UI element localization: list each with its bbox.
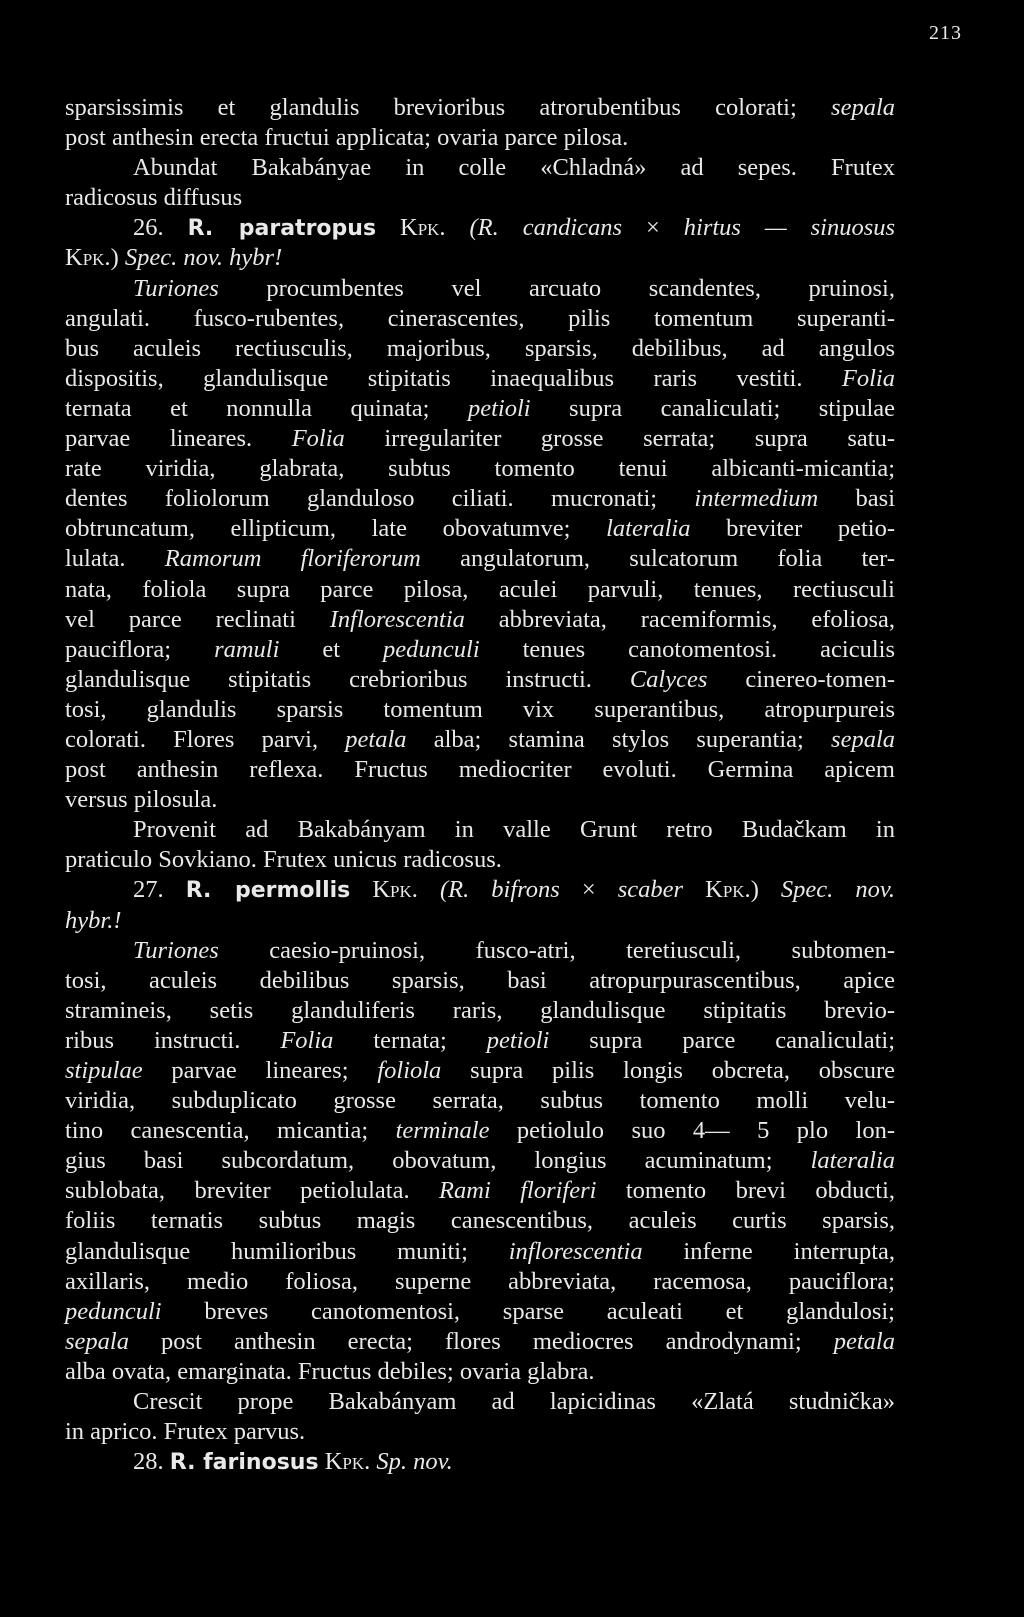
text-segment xyxy=(446,214,470,241)
italic-term: pedunculi xyxy=(65,1297,162,1325)
text-segment: abbreviata, racemiformis, efoliosa, xyxy=(464,605,895,633)
text-segment: tosi, glandulis sparsis tomentum vix superantibus, atropurpureis xyxy=(65,695,895,723)
text-segment: vel parce reclinati xyxy=(65,605,330,633)
italic-term: Ramorum floriferorum xyxy=(164,545,421,573)
text-line xyxy=(65,123,895,153)
text-segment: sublobata, breviter petiolulata. xyxy=(65,1177,440,1205)
text-segment: radicosus diffusus xyxy=(65,184,243,212)
text-line xyxy=(65,906,895,936)
italic-term: Spec. nov. hybr! xyxy=(124,244,283,272)
text-segment: petiolulo suo 4— 5 plo lon- xyxy=(489,1117,895,1145)
species-name: R. farinosus xyxy=(169,1450,319,1476)
text-segment: Crescit prope Bakabányam ad lapicidinas «Zlatá studnička» xyxy=(133,1388,895,1416)
text-segment: ternata et nonnulla quinata; xyxy=(65,394,468,422)
text-segment: inferne interrupta, xyxy=(642,1237,895,1265)
text-line xyxy=(65,1357,895,1387)
author-abbrev: Kpk. xyxy=(705,876,751,904)
italic-term: petioli xyxy=(467,394,531,422)
text-segment: 27. xyxy=(133,876,186,904)
text-segment: supra canaliculati; stipulae xyxy=(530,394,896,422)
author-abbrev: Kpk. xyxy=(372,876,418,904)
text-segment: dispositis, glandulisque stipitatis inaequalibus raris vestiti. xyxy=(65,364,842,392)
italic-term: lateralia xyxy=(810,1147,895,1175)
text-segment: ternata; xyxy=(333,1026,487,1054)
italic-term: hirtus — sinuosus xyxy=(683,214,896,242)
text-line xyxy=(65,845,895,875)
text-line xyxy=(65,153,895,183)
body-text xyxy=(65,93,895,1477)
text-segment: procumbentes vel arcuato scandentes, pruinosi, xyxy=(218,274,895,302)
text-segment: foliis ternatis subtus magis canescentibus, aculeis curtis sparsis, xyxy=(65,1207,895,1235)
text-line xyxy=(65,1206,895,1236)
text-segment: ribus instructi. xyxy=(65,1026,281,1054)
text-segment: post anthesin erecta fructui applicata; ovaria parce pilosa. xyxy=(65,124,629,152)
italic-term: pedunculi xyxy=(383,635,480,663)
italic-term: lateralia xyxy=(606,515,691,543)
italic-term: (R. candicans xyxy=(469,214,623,242)
italic-term: petala xyxy=(345,725,407,753)
text-segment: supra pilis longis obcreta, obscure xyxy=(441,1057,895,1084)
text-line xyxy=(65,213,895,243)
text-line xyxy=(65,364,895,394)
italic-term: Folia xyxy=(841,364,895,392)
text-line xyxy=(65,1086,895,1116)
italic-term: Inflorescentia xyxy=(329,605,465,633)
text-segment: lulata. xyxy=(65,545,165,573)
italic-term: ramuli xyxy=(214,635,280,663)
text-line xyxy=(65,1447,895,1477)
text-line xyxy=(65,1387,895,1417)
italic-term: Spec. nov. xyxy=(780,876,896,904)
text-line xyxy=(65,394,895,424)
page-number: 213 xyxy=(929,22,962,44)
italic-term: petala xyxy=(833,1327,895,1355)
italic-term: Turiones xyxy=(133,936,219,964)
text-line xyxy=(65,695,895,725)
text-line xyxy=(65,334,895,364)
text-segment: praticulo Sovkiano. Frutex unicus radicosus. xyxy=(65,846,502,874)
text-segment: versus pilosula. xyxy=(65,786,218,814)
text-segment: stramineis, setis glanduliferis raris, glandulisque stipitatis brevio- xyxy=(65,996,895,1024)
italic-term: Sp. nov. xyxy=(376,1448,453,1476)
italic-term: Rami floriferi xyxy=(439,1177,597,1205)
text-segment: supra parce canaliculati; xyxy=(549,1026,896,1054)
italic-term: sepala xyxy=(831,725,895,753)
text-segment xyxy=(350,876,372,903)
italic-term: inflorescentia xyxy=(508,1237,643,1265)
text-segment: tino canescentia, micantia; xyxy=(65,1117,396,1145)
text-segment xyxy=(376,214,400,241)
text-segment: colorati. Flores parvi, xyxy=(65,725,346,753)
text-line xyxy=(65,544,895,574)
italic-term: terminale xyxy=(395,1117,490,1145)
text-line xyxy=(65,424,895,454)
italic-term: hybr.! xyxy=(65,906,122,934)
text-line xyxy=(65,936,895,966)
text-segment xyxy=(683,876,705,903)
text-line xyxy=(65,1056,895,1086)
text-segment: cinereo-tomen- xyxy=(707,665,896,693)
text-line xyxy=(65,1146,895,1176)
text-segment: bus aculeis rectiusculis, majoribus, sparsis, debilibus, ad angulos xyxy=(65,334,895,362)
italic-term: stipulae xyxy=(65,1057,143,1084)
text-segment: Abundat Bakabányae in colle «Chladná» ad sepes. Frutex xyxy=(133,154,895,182)
italic-term: scaber xyxy=(617,876,684,904)
text-segment xyxy=(418,876,440,903)
text-line xyxy=(65,996,895,1026)
text-line xyxy=(65,454,895,484)
text-line xyxy=(65,575,895,605)
species-name: R. paratropus xyxy=(187,216,377,242)
text-line xyxy=(65,635,895,665)
author-abbrev: Kpk. xyxy=(324,1448,371,1476)
text-segment: viridia, subduplicato grosse serrata, subtus tomento molli velu- xyxy=(65,1087,895,1115)
text-line xyxy=(65,484,895,514)
text-segment: 26. xyxy=(133,214,188,242)
text-segment: angulatorum, sulcatorum folia ter- xyxy=(420,545,895,573)
text-segment: gius basi subcordatum, obovatum, longius acuminatum; xyxy=(65,1147,811,1175)
text-segment: et xyxy=(279,635,384,663)
italic-term: Calyces xyxy=(629,665,708,693)
text-line xyxy=(65,875,895,905)
text-line xyxy=(65,1176,895,1206)
text-segment: post anthesin reflexa. Fructus mediocriter evoluti. Germina apicem xyxy=(65,756,895,784)
text-segment: caesio-pruinosi, fusco-atri, teretiusculi, subtomen- xyxy=(218,936,895,964)
text-segment: parvae lineares; xyxy=(142,1057,378,1084)
text-line xyxy=(65,725,895,755)
text-segment: glandulisque stipitatis crebrioribus instructi. xyxy=(65,665,630,693)
text-segment: parvae lineares. xyxy=(65,425,292,453)
text-segment: glandulisque humilioribus muniti; xyxy=(65,1237,509,1265)
text-line xyxy=(65,1267,895,1297)
text-line xyxy=(65,93,895,123)
italic-term: petioli xyxy=(486,1026,550,1054)
text-line xyxy=(65,966,895,996)
author-abbrev: Kpk. xyxy=(65,244,111,272)
text-segment: ) xyxy=(110,244,125,272)
italic-term: Folia xyxy=(280,1026,334,1054)
text-segment: breves canotomentosi, sparse aculeati et glandulosi; xyxy=(161,1297,895,1325)
text-line xyxy=(65,1026,895,1056)
text-line xyxy=(65,1116,895,1146)
text-line xyxy=(65,755,895,785)
text-line xyxy=(65,1237,895,1267)
author-abbrev: Kpk. xyxy=(400,214,446,242)
italic-term: Turiones xyxy=(133,274,219,302)
text-line xyxy=(65,665,895,695)
italic-term: (R. bifrons xyxy=(439,876,560,904)
italic-term: foliola xyxy=(377,1057,442,1084)
text-segment: tosi, aculeis debilibus sparsis, basi atropurpurascentibus, apice xyxy=(65,966,895,994)
text-segment: ) xyxy=(750,876,781,904)
text-line xyxy=(65,605,895,635)
text-line xyxy=(65,1297,895,1327)
text-segment: × xyxy=(622,214,684,242)
italic-term: sepala xyxy=(65,1327,129,1355)
text-segment: rate viridia, glabrata, subtus tomento tenui albicanti-micantia; xyxy=(65,455,895,483)
text-segment: post anthesin erecta; flores mediocres androdynami; xyxy=(128,1327,834,1355)
text-segment: sparsissimis et glandulis brevioribus atrorubentibus colorati; xyxy=(65,94,832,121)
text-segment: nata, foliola supra parce pilosa, aculei parvuli, tenues, rectiusculi xyxy=(65,575,895,603)
text-segment: in aprico. Frutex parvus. xyxy=(65,1418,306,1446)
text-segment: alba ovata, emarginata. Fructus debiles; ovaria glabra. xyxy=(65,1357,595,1385)
text-segment: pauciflora; xyxy=(65,635,215,663)
text-segment: irregulariter grosse serrata; supra satu- xyxy=(344,425,895,453)
italic-term: intermedium xyxy=(694,485,819,513)
text-segment: Provenit ad Bakabányam in valle Grunt retro Budačkam in xyxy=(133,816,895,844)
species-name: R. permollis xyxy=(185,878,351,904)
text-line xyxy=(65,1327,895,1357)
text-segment: obtruncatum, ellipticum, late obovatumve; xyxy=(65,515,607,543)
text-line xyxy=(65,815,895,845)
text-line xyxy=(65,304,895,334)
text-line xyxy=(65,514,895,544)
text-segment: × xyxy=(559,876,618,904)
italic-term: sepala xyxy=(831,94,895,121)
text-segment: dentes foliolorum glanduloso ciliati. mucronati; xyxy=(65,485,695,513)
text-segment: tenues canotomentosi. aciculis xyxy=(479,635,895,663)
text-segment: basi xyxy=(818,485,896,513)
text-line xyxy=(65,785,895,815)
text-line xyxy=(65,1417,895,1447)
text-segment: breviter petio- xyxy=(690,515,896,543)
text-segment: 28. xyxy=(133,1448,170,1476)
text-segment: tomento brevi obducti, xyxy=(596,1177,895,1205)
text-segment: angulati. fusco-rubentes, cinerascentes, pilis tomentum superanti- xyxy=(65,304,895,332)
text-line xyxy=(65,274,895,304)
text-segment: alba; stamina stylos superantia; xyxy=(406,725,832,753)
text-segment: axillaris, medio foliosa, superne abbreviata, racemosa, pauciflora; xyxy=(65,1267,895,1295)
text-line xyxy=(65,183,895,213)
italic-term: Folia xyxy=(291,425,345,453)
text-line xyxy=(65,243,895,273)
